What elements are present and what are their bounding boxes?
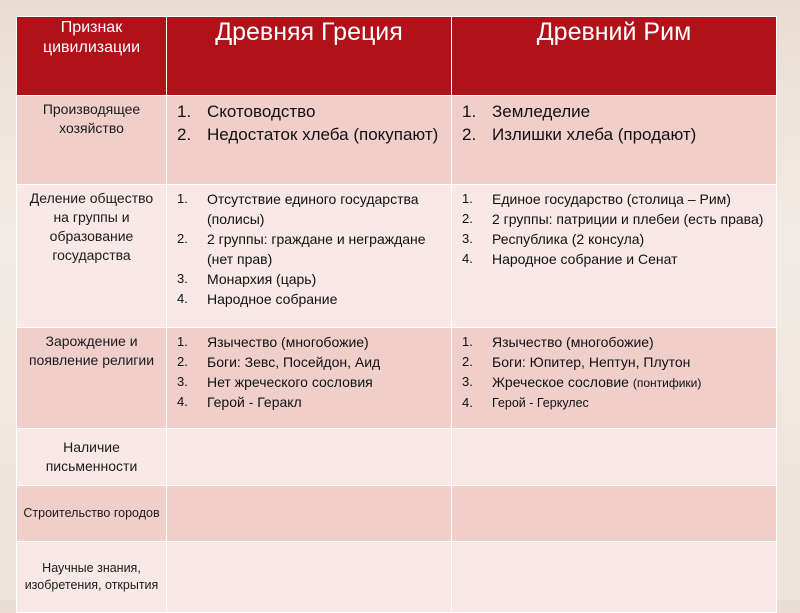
table-row [17,429,777,486]
greece-cell [167,328,452,429]
item-number: 4. [177,394,188,409]
item-text: Боги: Юпитер, Нептун, Плутон [492,354,691,370]
item-note: (понтифики) [632,376,702,390]
list-item [458,249,772,269]
item-number: 3. [177,271,188,286]
item-number: 3. [177,374,188,389]
greece-cell [167,542,452,613]
header-greece: Древняя Греция [167,17,452,96]
list-item [173,372,447,392]
header-rome: Древний Рим [452,17,777,96]
item-number: 1. [462,102,477,121]
item-text: Нет жреческого сословия [207,374,373,390]
item-text: Единое государство (столица – Рим) [492,191,731,207]
item-text: Монархия (царь) [207,271,317,287]
greece-list [173,332,447,412]
row-criterion: Строительство городов [17,486,167,542]
rome-cell [452,96,777,185]
item-number: 2. [177,125,192,144]
item-number: 4. [462,251,473,266]
row-criterion: Зарождение и появление религии [17,328,167,429]
list-item [458,189,772,209]
item-text: 2 группы: патриции и плебеи (есть права) [492,211,764,227]
greece-list [173,100,447,146]
item-number: 4. [462,395,473,410]
item-text: 2 группы: граждане и неграждане (нет прав) [207,231,426,267]
comparison-table [16,16,777,613]
item-number: 2. [462,211,473,226]
item-text: Язычество (многобожие) [207,334,369,350]
item-number: 2. [462,354,473,369]
list-item [458,332,772,352]
list-item [458,123,772,146]
table-row [17,96,777,185]
list-item [458,352,772,372]
greece-cell [167,96,452,185]
item-text: Язычество (многобожие) [492,334,654,350]
list-item [458,209,772,229]
item-number: 2. [462,125,477,144]
item-text: Жреческое сословие [492,374,629,390]
item-number: 1. [462,334,473,349]
list-item [458,100,772,123]
list-item [173,289,447,309]
row-criterion: Производящее хозяйство [17,96,167,185]
list-item [173,189,447,229]
list-item [173,100,447,123]
item-text: Народное собрание [207,291,338,307]
item-text: Недостаток хлеба (покупают) [207,125,439,144]
header-criterion: Признак цивилизации [17,17,167,96]
rome-list [458,189,772,269]
rome-list [458,100,772,146]
item-number: 2. [177,231,188,246]
item-number: 4. [177,291,188,306]
item-text: Республика (2 консула) [492,231,645,247]
item-number: 1. [177,334,188,349]
rome-cell [452,185,777,328]
table-row [17,328,777,429]
item-text: Отсутствие единого государства (полисы) [207,191,419,227]
greece-cell [167,429,452,486]
greece-cell [167,185,452,328]
greece-cell [167,486,452,542]
list-item [458,229,772,249]
item-number: 1. [177,102,192,121]
item-text: Герой - Геркулес [492,396,589,410]
item-text: Народное собрание и Сенат [492,251,678,267]
item-number: 1. [177,191,188,206]
list-item [173,352,447,372]
greece-list [173,189,447,309]
header-row [17,17,777,96]
rome-list [458,332,772,413]
item-text: Земледелие [492,102,591,121]
list-item [458,393,772,413]
row-criterion: Деление общество на группы и образование государства [17,185,167,328]
item-number: 3. [462,374,473,389]
item-text: Скотоводство [207,102,316,121]
rome-cell [452,429,777,486]
list-item [173,123,447,146]
table-row [17,542,777,613]
rome-cell [452,542,777,613]
list-item [458,372,772,393]
item-text: Герой - Геракл [207,394,302,410]
row-criterion: Научные знания, изобретения, открытия [17,542,167,613]
comparison-table-container [16,16,776,613]
table-row [17,486,777,542]
item-text: Боги: Зевс, Посейдон, Аид [207,354,381,370]
list-item [173,269,447,289]
rome-cell [452,328,777,429]
list-item [173,332,447,352]
list-item [173,392,447,412]
row-criterion: Наличие письменности [17,429,167,486]
item-number: 2. [177,354,188,369]
item-number: 1. [462,191,473,206]
item-text: Излишки хлеба (продают) [492,125,697,144]
list-item [173,229,447,269]
item-number: 3. [462,231,473,246]
rome-cell [452,486,777,542]
table-row [17,185,777,328]
